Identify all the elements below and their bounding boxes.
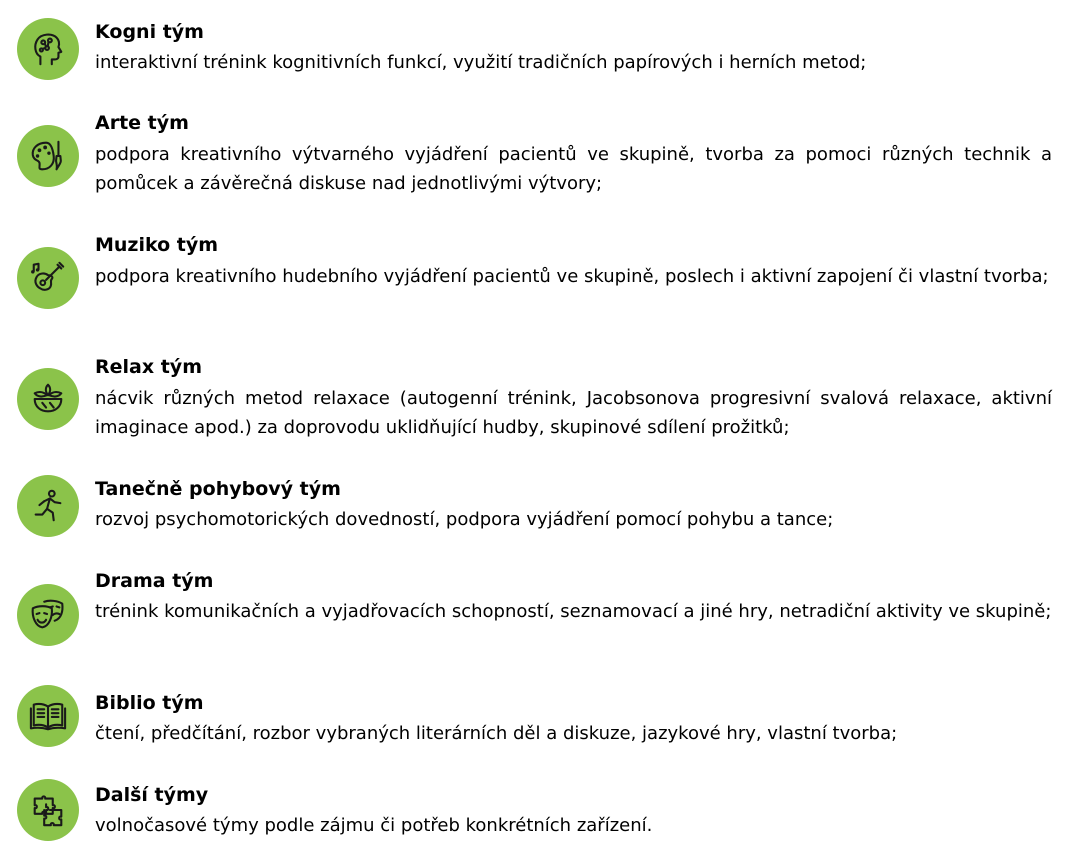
team-description: nácvik různých metod relaxace (autogenní trénink, Jacobsonova progresivní svalová relaxace, aktivní imaginace apod.) za doprovodu uklidňující hudby, skupinové sdílení prožitků;	[95, 388, 1052, 438]
team-description: rozvoj psychomotorických dovedností, podpora vyjádření pomocí pohybu a tance;	[95, 509, 834, 530]
running-figure-icon	[17, 475, 79, 537]
guitar-music-icon	[17, 247, 79, 309]
team-title: Kogni tým	[95, 21, 204, 43]
team-title: Drama tým	[95, 570, 214, 592]
spa-bowl-icon	[17, 368, 79, 430]
open-book-icon	[17, 685, 79, 747]
team-title: Tanečně pohybový tým	[95, 478, 341, 500]
team-description: trénink komunikačních a vyjadřovacích schopností, seznamovací a jiné hry, netradiční aktivity ve skupině;	[95, 601, 1052, 622]
brain-head-icon	[17, 18, 79, 80]
team-description: podpora kreativního hudebního vyjádření pacientů ve skupině, poslech i aktivní zapojení či vlastní tvorba;	[95, 266, 1049, 287]
team-title: Muziko tým	[95, 234, 219, 256]
team-description: interaktivní trénink kognitivních funkcí, využití tradičních papírových i herních metod;	[95, 52, 867, 73]
team-title: Biblio tým	[95, 692, 204, 714]
palette-brush-icon	[17, 125, 79, 187]
theater-masks-icon	[17, 584, 79, 646]
team-description: čtení, předčítání, rozbor vybraných literárních děl a diskuze, jazykové hry, vlastní tvorba;	[95, 723, 898, 744]
team-description: volnočasové týmy podle zájmu či potřeb konkrétních zařízení.	[95, 815, 653, 836]
team-title: Arte tým	[95, 112, 189, 134]
puzzle-pieces-icon	[17, 779, 79, 841]
team-description: podpora kreativního výtvarného vyjádření pacientů ve skupině, tvorba za pomoci různých technik a pomůcek a závěrečná diskuse nad jednotlivými výtvory;	[95, 144, 1052, 194]
team-title: Relax tým	[95, 356, 202, 378]
team-title: Další týmy	[95, 784, 209, 806]
